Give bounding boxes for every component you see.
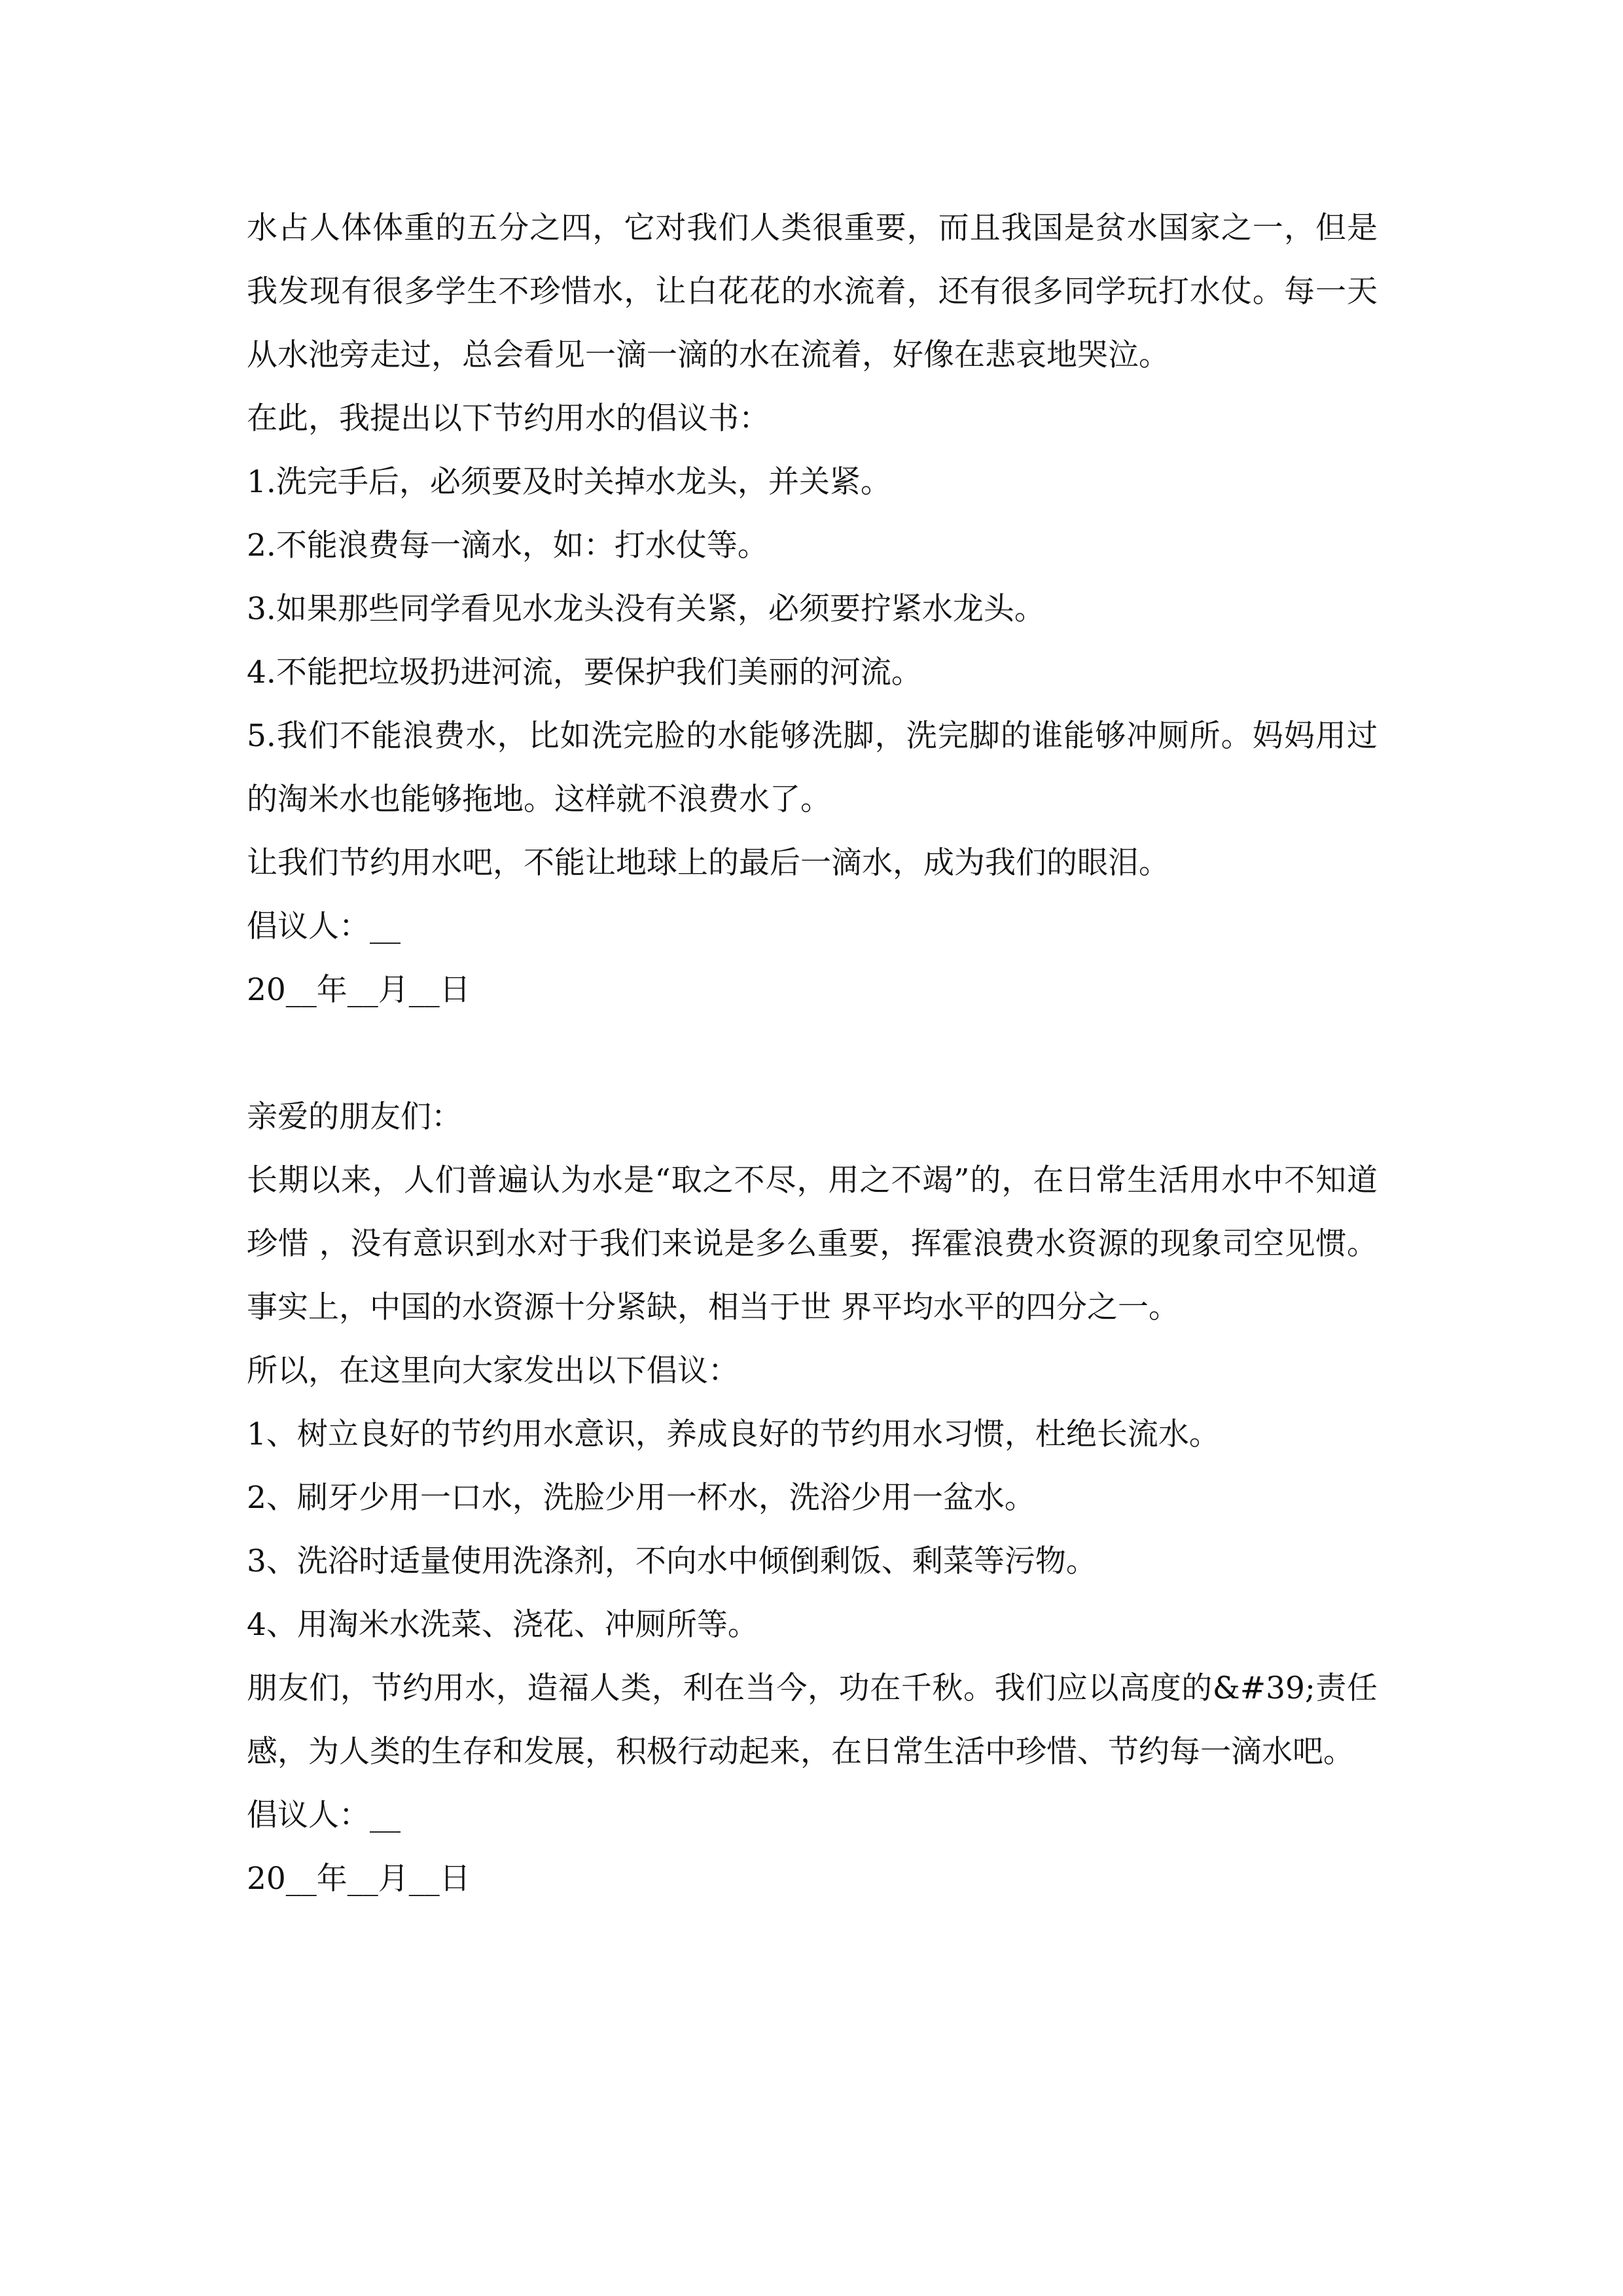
closing-paragraph: 朋友们，节约用水，造福人类，利在当今，功在千秋。我们应以高度的&#39;责任感，为人类的生存和发展，积极行动起来，在日常生活中珍惜、节约每一滴水吧。 bbox=[247, 1670, 1378, 1770]
section-gap bbox=[247, 1022, 1378, 1085]
proposer-signature: 倡议人：__ bbox=[247, 1797, 401, 1833]
water-saving-proposal-2 bbox=[247, 1085, 1378, 1910]
closing-paragraph: 让我们节约用水吧，不能让地球上的最后一滴水，成为我们的眼泪。 bbox=[247, 845, 1169, 881]
proposal-item-4: 4、用淘米水洗菜、浇花、冲厕所等。 bbox=[247, 1607, 758, 1643]
proposer-signature: 倡议人：__ bbox=[247, 908, 401, 944]
salutation: 亲爱的朋友们： bbox=[247, 1099, 462, 1135]
proposal-item-2: 2.不能浪费每一滴水，如：打水仗等。 bbox=[247, 528, 768, 564]
document-body bbox=[247, 196, 1378, 1910]
proposal-item-1: 1、树立良好的节约用水意识，养成良好的节约用水习惯，杜绝长流水。 bbox=[247, 1416, 1220, 1452]
date-line: 20__年__月__日 bbox=[247, 1861, 471, 1897]
proposal-lead-in: 在此，我提出以下节约用水的倡议书： bbox=[247, 401, 770, 437]
proposal-item-1: 1.洗完手后，必须要及时关掉水龙头，并关紧。 bbox=[247, 464, 891, 500]
proposal-item-2: 2、刷牙少用一口水，洗脸少用一杯水，洗浴少用一盆水。 bbox=[247, 1480, 1035, 1516]
proposal-lead-in: 所以，在这里向大家发出以下倡议： bbox=[247, 1353, 739, 1389]
intro-paragraph: 长期以来，人们普遍认为水是“取之不尽，用之不竭”的，在日常生活用水中不知道珍惜 ，没有意识到水对于我们来说是多么重要，挥霍浪费水资源的现象司空见惯。 事实上，中国的水资源十分紧缺，相当于世 界平均水平的四分之一。 bbox=[247, 1162, 1378, 1325]
date-line: 20__年__月__日 bbox=[247, 972, 471, 1008]
intro-paragraph: 水占人体体重的五分之四，它对我们人类很重要，而且我国是贫水国家之一，但是我发现有很多学生不珍惜水，让白花花的水流着，还有很多同学玩打水仗。每一天从水池旁走过，总会看见一滴一滴的水在流着，好像在悲哀地哭泣。 bbox=[247, 210, 1378, 373]
proposal-item-3: 3.如果那些同学看见水龙头没有关紧，必须要拧紧水龙头。 bbox=[247, 591, 1045, 627]
proposal-item-5: 5.我们不能浪费水，比如洗完脸的水能够洗脚，洗完脚的谁能够冲厕所。妈妈用过的淘米水也能够拖地。这样就不浪费水了。 bbox=[247, 718, 1378, 817]
proposal-item-4: 4.不能把垃圾扔进河流，要保护我们美丽的河流。 bbox=[247, 655, 922, 691]
proposal-item-3: 3、洗浴时适量使用洗涤剂，不向水中倾倒剩饭、剩菜等污物。 bbox=[247, 1543, 1097, 1579]
water-saving-proposal-1 bbox=[247, 196, 1378, 1022]
